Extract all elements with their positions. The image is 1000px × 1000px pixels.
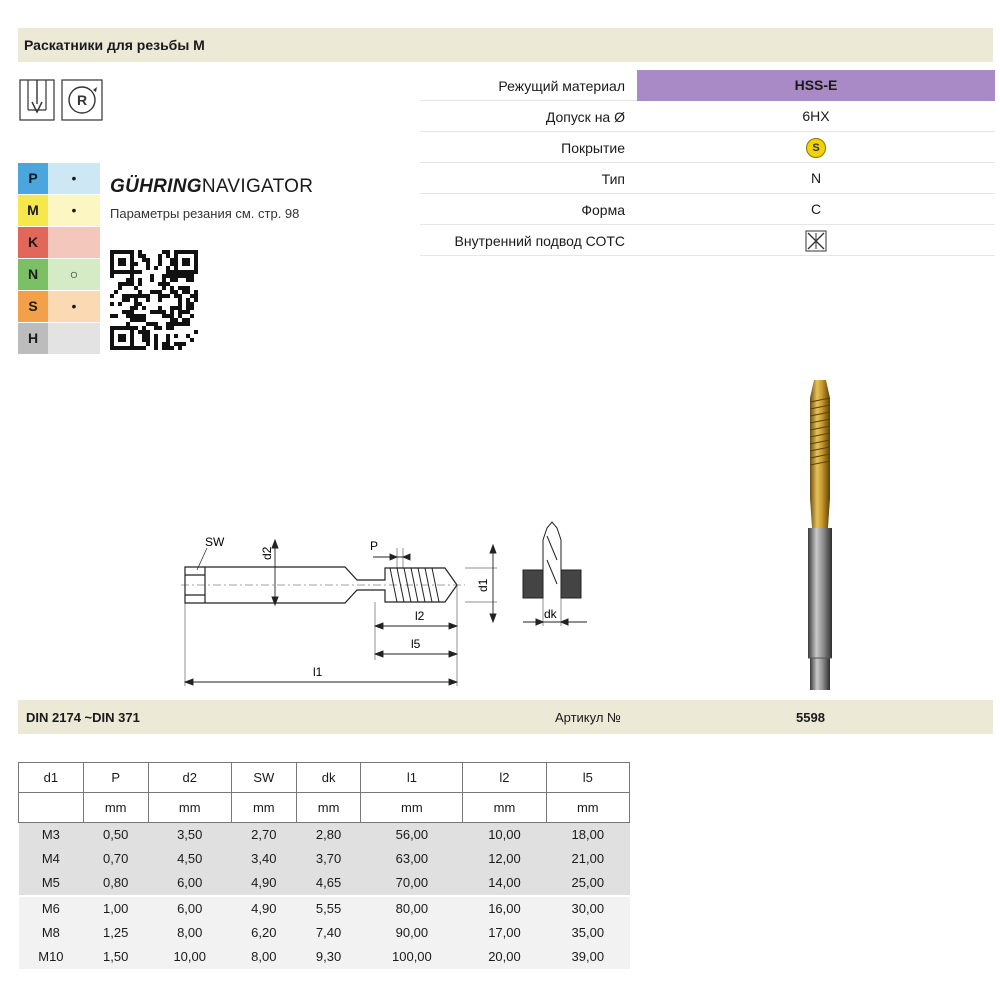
cell: M8: [19, 921, 84, 945]
cell: 2,80: [296, 823, 361, 848]
column-header: l5: [546, 763, 629, 793]
column-header: l2: [463, 763, 546, 793]
spec-row-coolant: [420, 225, 995, 256]
cell: 70,00: [361, 871, 463, 896]
material-group-h: [18, 323, 100, 354]
unit-cell: mm: [296, 793, 361, 823]
column-header: d1: [19, 763, 84, 793]
spec-label: Режущий материал: [498, 78, 625, 94]
material-symbol: •: [48, 291, 100, 322]
label-l2: l2: [415, 609, 425, 623]
material-code: M: [18, 195, 48, 226]
cell: 20,00: [463, 945, 546, 969]
spec-label: Покрытие: [561, 140, 625, 156]
label-dk: dk: [544, 607, 557, 621]
unit-cell: mm: [463, 793, 546, 823]
table-row[interactable]: [19, 945, 630, 969]
product-name: NAVIGATOR: [201, 176, 314, 197]
label-l1: l1: [313, 665, 323, 679]
cell: 0,80: [83, 871, 148, 896]
column-header: P: [83, 763, 148, 793]
cell: 7,40: [296, 921, 361, 945]
spec-table: [420, 70, 995, 256]
material-symbol: ○: [48, 259, 100, 290]
cell: 10,00: [463, 823, 546, 848]
article-label: Артикул №: [554, 710, 621, 725]
cell: 1,50: [83, 945, 148, 969]
cell: M5: [19, 871, 84, 896]
right-hand-thread-icon: [62, 80, 102, 120]
tap-section-icon: [20, 80, 54, 120]
unit-cell: mm: [83, 793, 148, 823]
cell: 16,00: [463, 896, 546, 921]
table-row[interactable]: [19, 823, 630, 848]
cell: 14,00: [463, 871, 546, 896]
spec-value: N: [810, 170, 822, 186]
label-sw: SW: [205, 535, 225, 549]
cell: 63,00: [361, 847, 463, 871]
title-bar: [18, 28, 993, 62]
cell: 4,65: [296, 871, 361, 896]
coating-badge: S: [806, 138, 826, 158]
column-header: l1: [361, 763, 463, 793]
cell: 17,00: [463, 921, 546, 945]
cell: 21,00: [546, 847, 629, 871]
spec-row-cutting-material: [420, 70, 995, 101]
unit-cell: mm: [231, 793, 296, 823]
tool-type-icons: [18, 76, 108, 129]
cell: 39,00: [546, 945, 629, 969]
cell: 10,00: [148, 945, 231, 969]
spec-row-tolerance: [420, 101, 995, 132]
cell: 4,50: [148, 847, 231, 871]
material-code: H: [18, 323, 48, 354]
material-code: K: [18, 227, 48, 258]
standard-bar: [18, 700, 993, 734]
cell: 3,50: [148, 823, 231, 848]
cell: 1,00: [83, 896, 148, 921]
brand-name: GÜHRING: [110, 176, 202, 197]
label-d2: d2: [260, 546, 274, 560]
table-header-row: [19, 763, 630, 793]
cell: 8,00: [231, 945, 296, 969]
cell: 4,90: [231, 896, 296, 921]
cell: 6,00: [148, 896, 231, 921]
cell: 6,20: [231, 921, 296, 945]
dimensions-table: [18, 762, 630, 969]
cell: 0,70: [83, 847, 148, 871]
cell: 100,00: [361, 945, 463, 969]
spec-value-wrap: [637, 225, 995, 256]
cell: 8,00: [148, 921, 231, 945]
spec-row-coating: [420, 132, 995, 163]
column-header: dk: [296, 763, 361, 793]
material-symbol: [48, 323, 100, 354]
table-row[interactable]: [19, 871, 630, 896]
cell: 3,70: [296, 847, 361, 871]
material-symbol: •: [48, 163, 100, 194]
material-code: N: [18, 259, 48, 290]
navigator-subtitle: Параметры резания см. стр. 98: [110, 206, 300, 221]
cell: 0,50: [83, 823, 148, 848]
qr-code-icon[interactable]: [110, 250, 198, 353]
table-units-row: [19, 793, 630, 823]
unit-cell: mm: [546, 793, 629, 823]
material-groups: [18, 163, 100, 355]
standard-name: DIN 2174 ~DIN 371: [26, 710, 140, 725]
material-group-k: [18, 227, 100, 258]
cell: 18,00: [546, 823, 629, 848]
material-group-s: [18, 291, 100, 322]
label-l5: l5: [411, 637, 421, 651]
material-code: S: [18, 291, 48, 322]
spec-label: Форма: [581, 202, 625, 218]
cell: 3,40: [231, 847, 296, 871]
cell: 2,70: [231, 823, 296, 848]
table-row[interactable]: [19, 896, 630, 921]
table-row[interactable]: [19, 921, 630, 945]
cell: M4: [19, 847, 84, 871]
cell: 6,00: [148, 871, 231, 896]
column-header: d2: [148, 763, 231, 793]
cell: 1,25: [83, 921, 148, 945]
unit-cell: mm: [361, 793, 463, 823]
cell: M3: [19, 823, 84, 848]
no-coolant-icon: [805, 230, 827, 252]
material-group-p: [18, 163, 100, 194]
tool-photo: [790, 378, 850, 696]
spec-label: Внутренний подвод СОТС: [454, 233, 625, 249]
cell: 35,00: [546, 921, 629, 945]
page-title: Раскатники для резьбы M: [24, 37, 205, 53]
spec-row-type: [420, 163, 995, 194]
label-d1: d1: [476, 578, 490, 592]
unit-cell: mm: [148, 793, 231, 823]
material-code: P: [18, 163, 48, 194]
cell: M6: [19, 896, 84, 921]
technical-drawing: [175, 520, 595, 695]
cell: 4,90: [231, 871, 296, 896]
svg-text:R: R: [76, 92, 88, 108]
navigator-block: [110, 176, 314, 221]
cell: 30,00: [546, 896, 629, 921]
material-group-n: [18, 259, 100, 290]
cell: 12,00: [463, 847, 546, 871]
unit-cell: [19, 793, 84, 823]
cell: 80,00: [361, 896, 463, 921]
spec-value: 6HX: [802, 108, 830, 124]
label-p: P: [370, 539, 379, 553]
material-symbol: [48, 227, 100, 258]
spec-value-wrap: [637, 132, 995, 163]
cell: 56,00: [361, 823, 463, 848]
cell: 25,00: [546, 871, 629, 896]
cell: 90,00: [361, 921, 463, 945]
material-group-m: [18, 195, 100, 226]
cell: M10: [19, 945, 84, 969]
spec-label: Тип: [601, 171, 625, 187]
cell: 9,30: [296, 945, 361, 969]
material-symbol: •: [48, 195, 100, 226]
column-header: SW: [231, 763, 296, 793]
spec-row-form: [420, 194, 995, 225]
spec-value: HSS-E: [637, 70, 995, 101]
navigator-logo: [110, 176, 313, 198]
table-row[interactable]: [19, 847, 630, 871]
article-number: 5598: [796, 710, 825, 725]
spec-value: C: [810, 201, 822, 217]
cell: 5,55: [296, 896, 361, 921]
spec-label: Допуск на Ø: [545, 109, 625, 125]
